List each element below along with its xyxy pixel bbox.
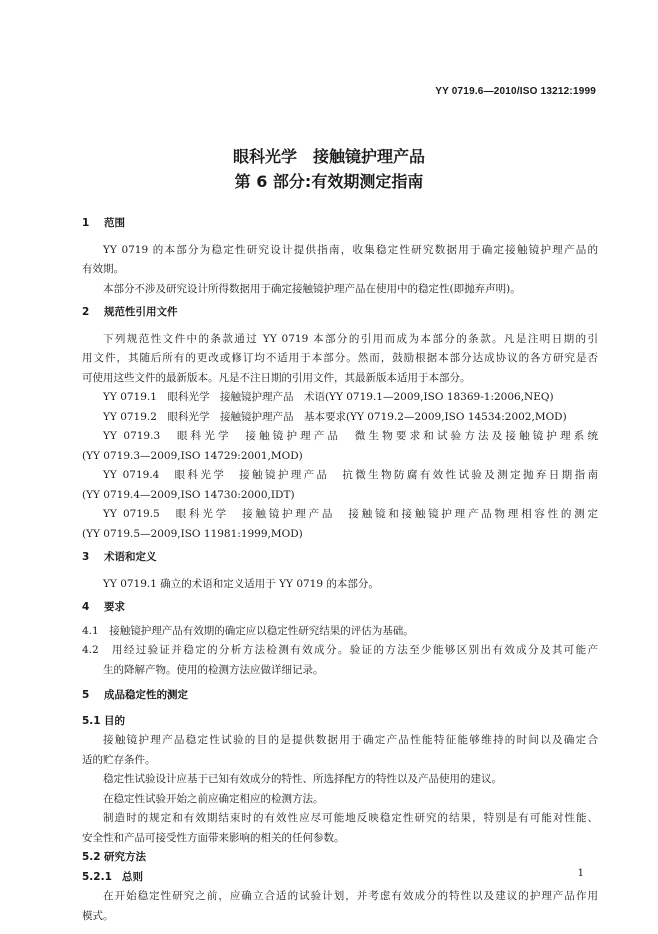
reference-item-cont: (YY 0719.4—2009,ISO 14730:2000,IDT) xyxy=(82,488,295,501)
section-heading-4: 4 要求 xyxy=(82,601,125,613)
paragraph: 接触镜护理产品稳定性试验的目的是提供数据用于确定产品性能特征能够维持的时间以及确定合 xyxy=(103,734,598,746)
page-number: 1 xyxy=(577,868,584,879)
paragraph: 本部分不涉及研究设计所得数据用于确定接触镜护理产品在使用中的稳定性(即抛弃声明)。 xyxy=(103,282,521,295)
clause-item: 4.1 接触镜护理产品有效期的确定应以稳定性研究结果的评估为基础。 xyxy=(82,624,414,637)
subsection-heading-5-2: 5.2 研究方法 xyxy=(82,851,146,863)
document-title-line1: 眼科光学 接触镜护理产品 xyxy=(232,147,425,166)
document-body xyxy=(82,214,598,926)
paragraph-cont: 用文件，其随后所有的更改或修订均不适用于本部分。然而，鼓励根据本部分达成协议的各方研究是否 xyxy=(82,352,598,364)
reference-item-cont: (YY 0719.3—2009,ISO 14729:2001,MOD) xyxy=(82,449,303,462)
standard-code: YY 0719.6—2010/ISO 13212:1999 xyxy=(435,86,596,97)
reference-item: YY 0719.5 眼科光学 接触镜护理产品 接触镜和接触镜护理产品物理相容性的测定 xyxy=(103,508,598,520)
paragraph: 稳定性试验设计应基于已知有效成分的特性、所选择配方的特性以及产品使用的建议。 xyxy=(103,773,502,785)
paragraph-cont: 可使用这些文件的最新版本。凡是不注日期的引用文件，其最新版本适用于本部分。 xyxy=(82,371,471,384)
paragraph-cont: 有效期。 xyxy=(82,263,124,275)
paragraph-cont: 安全性和产品可接受性方面带来影响的相关的任何参数。 xyxy=(82,831,345,844)
document-title-line2: 第 6 部分:有效期测定指南 xyxy=(234,172,424,191)
clause-item: 4.2 用经过验证并稳定的分析方法检测有效成分。验证的方法至少能够区别出有效成分及其可能产 xyxy=(82,644,598,656)
clause-item-cont: 生的降解产物。使用的检测方法应做详细记录。 xyxy=(103,663,324,676)
paragraph: 在开始稳定性研究之前，应确立合适的试验计划，并考虑有效成分的特性以及建议的护理产品作用 xyxy=(103,890,598,902)
section-heading-1: 1 范围 xyxy=(82,217,125,229)
reference-item: YY 0719.3 眼科光学 接触镜护理产品 微生物要求和试验方法及接触镜护理系统 xyxy=(103,430,598,442)
reference-item: YY 0719.2 眼科光学 接触镜护理产品 基本要求(YY 0719.2—2009,ISO 14534:2002,MOD) xyxy=(103,410,567,423)
paragraph: 在稳定性试验开始之前应确定相应的检测方法。 xyxy=(103,792,324,805)
section-heading-3: 3 术语和定义 xyxy=(82,551,157,563)
reference-item: YY 0719.1 眼科光学 接触镜护理产品 术语(YY 0719.1—2009,ISO 18369-1:2006,NEQ) xyxy=(103,391,554,403)
section-heading-5: 5 成品稳定性的测定 xyxy=(82,689,188,701)
paragraph: 下列规范性文件中的条款通过 YY 0719 本部分的引用而成为本部分的条款。凡是注明日期的引 xyxy=(103,332,598,345)
reference-item: YY 0719.4 眼科光学 接触镜护理产品 抗微生物防腐有效性试验及测定抛弃日期指南 xyxy=(103,469,598,481)
section-heading-2: 2 规范性引用文件 xyxy=(82,306,178,318)
reference-item-cont: (YY 0719.5—2009,ISO 11981:1999,MOD) xyxy=(82,527,303,540)
subsection-heading-5-2-1: 5.2.1 总则 xyxy=(82,870,143,883)
paragraph-cont: 适的贮存条件。 xyxy=(82,753,156,766)
paragraph: YY 0719 的本部分为稳定性研究设计提供指南，收集稳定性研究数据用于确定接触镜护理产品的 xyxy=(103,243,598,256)
subsection-heading-5-1: 5.1 目的 xyxy=(82,714,125,727)
paragraph: YY 0719.1 确立的术语和定义适用于 YY 0719 的本部分。 xyxy=(103,577,379,590)
paragraph-cont: 模式。 xyxy=(82,909,114,922)
paragraph: 制造时的规定和有效期结束时的有效性应尽可能地反映稳定性研究的结果，特别是有可能对性能、 xyxy=(103,812,598,824)
